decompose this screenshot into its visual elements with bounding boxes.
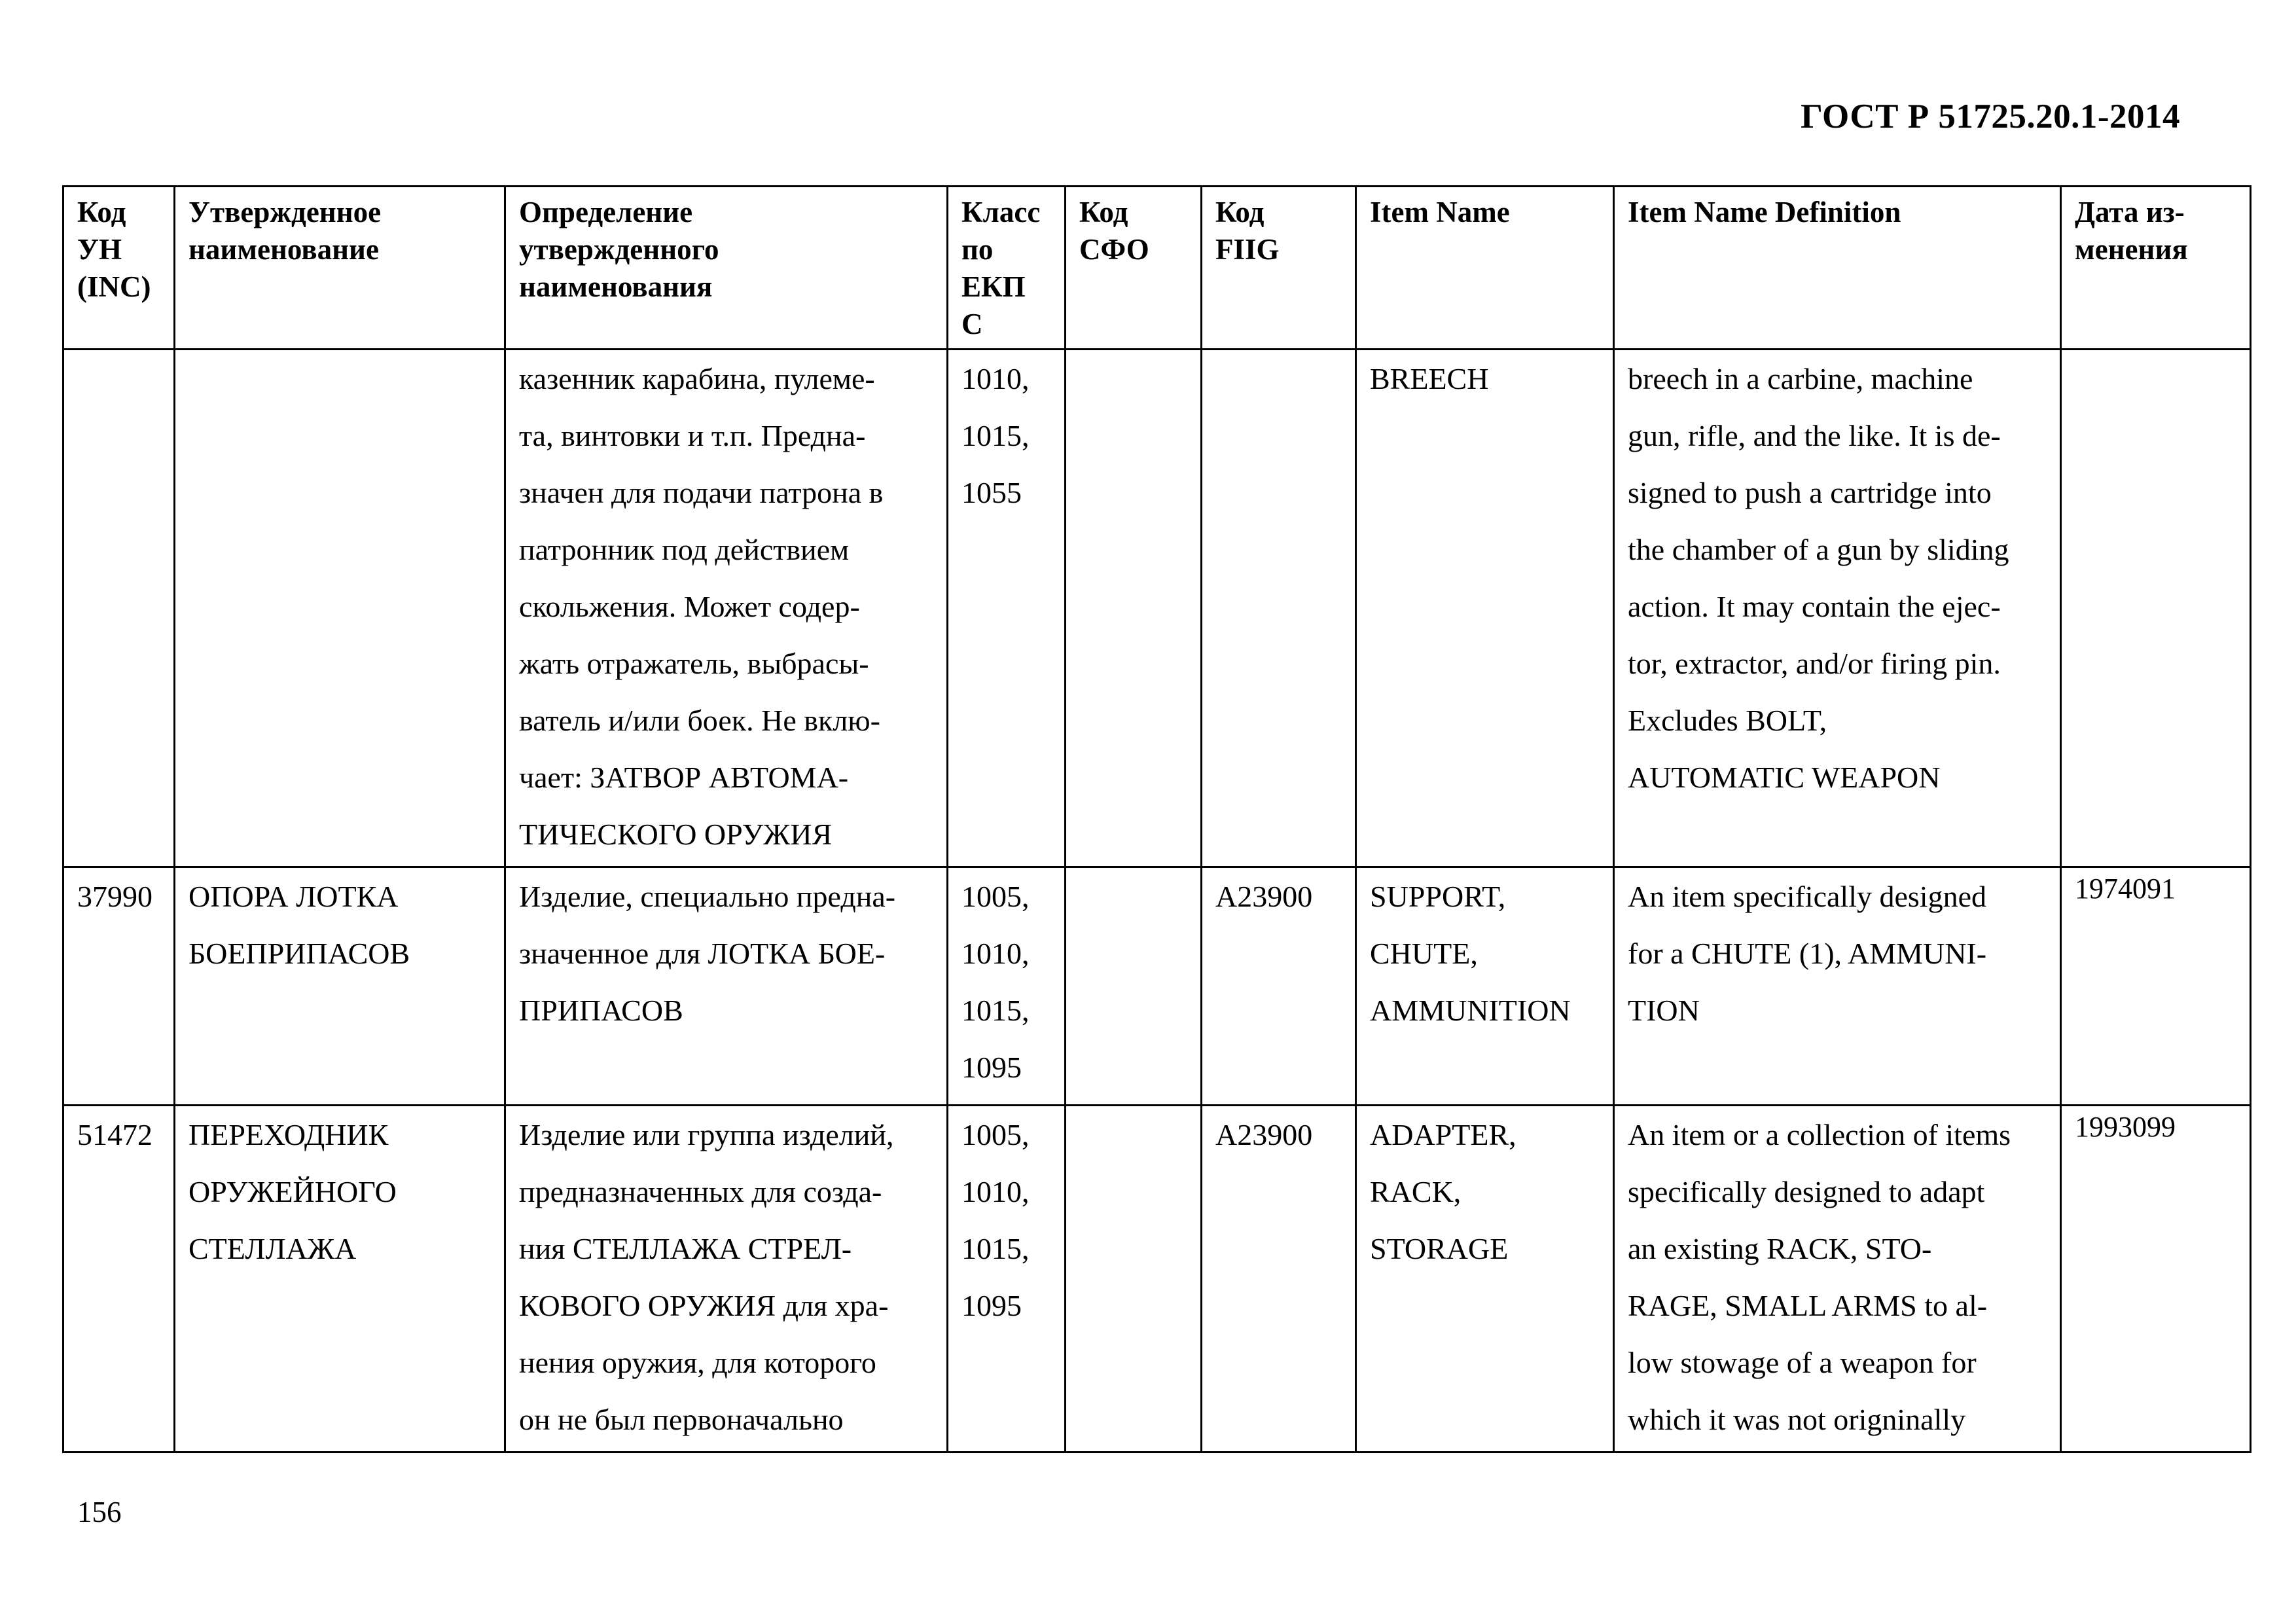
cell-item-name: SUPPORT, CHUTE, AMMUNITION bbox=[1356, 867, 1614, 1106]
cell-approved-name: ПЕРЕХОДНИК ОРУЖЕЙНОГО СТЕЛЛАЖА bbox=[175, 1106, 505, 1453]
table-row bbox=[63, 867, 2251, 1106]
cell-fiig-code: A23900 bbox=[1202, 1106, 1356, 1453]
cell-definition: Изделие или группа изделий, предназначенных для созда- ния СТЕЛЛАЖА СТРЕЛ- КОВОГО ОРУЖИЯ для хра- нения оружия, для которого он не был первоначально bbox=[505, 1106, 948, 1453]
cell-class: 1005, 1010, 1015, 1095 bbox=[948, 867, 1066, 1106]
header-definition: Определение утвержденного наименования bbox=[505, 187, 948, 350]
header-fiig-code: Код FIIG bbox=[1202, 187, 1356, 350]
cell-approved-name bbox=[175, 350, 505, 867]
cell-change-date bbox=[2061, 350, 2251, 867]
cell-approved-name: ОПОРА ЛОТКА БОЕПРИПАСОВ bbox=[175, 867, 505, 1106]
header-sfo-code: Код СФО bbox=[1066, 187, 1202, 350]
cell-inc: 51472 bbox=[63, 1106, 175, 1453]
cell-sfo-code bbox=[1066, 350, 1202, 867]
cell-inc bbox=[63, 350, 175, 867]
cell-definition: Изделие, специально предна- значенное для ЛОТКА БОЕ- ПРИПАСОВ bbox=[505, 867, 948, 1106]
catalog-table bbox=[62, 185, 2251, 1453]
cell-class: 1010, 1015, 1055 bbox=[948, 350, 1066, 867]
cell-item-name-definition: An item specifically designed for a CHUTE (1), AMMUNI- TION bbox=[1614, 867, 2061, 1106]
cell-item-name: BREECH bbox=[1356, 350, 1614, 867]
page-number: 156 bbox=[77, 1496, 122, 1528]
cell-change-date: 1974091 bbox=[2061, 867, 2251, 1106]
cell-class: 1005, 1010, 1015, 1095 bbox=[948, 1106, 1066, 1453]
header-item-name-definition: Item Name Definition bbox=[1614, 187, 2061, 350]
header-class: Класс по ЕКП С bbox=[948, 187, 1066, 350]
cell-sfo-code bbox=[1066, 867, 1202, 1106]
cell-fiig-code: A23900 bbox=[1202, 867, 1356, 1106]
cell-fiig-code bbox=[1202, 350, 1356, 867]
header-item-name: Item Name bbox=[1356, 187, 1614, 350]
cell-item-name-definition: breech in a carbine, machine gun, rifle, and the like. It is de- signed to push a cartridge into the chamber of a gun by sliding action. It may contain the ejec- tor, extractor, and/or firing pin. Excludes BOLT, AUTOMATIC WEAPON bbox=[1614, 350, 2061, 867]
table-row bbox=[63, 350, 2251, 867]
cell-change-date: 1993099 bbox=[2061, 1106, 2251, 1453]
header-inc: Код УН (INC) bbox=[63, 187, 175, 350]
cell-item-name-definition: An item or a collection of items specifically designed to adapt an existing RACK, STO- RAGE, SMALL ARMS to al- low stowage of a weapon for which it was not origninally bbox=[1614, 1106, 2061, 1453]
table-header-row bbox=[63, 187, 2251, 350]
header-approved-name: Утвержденное наименование bbox=[175, 187, 505, 350]
cell-definition: казенник карабина, пулеме- та, винтовки и т.п. Предна- значен для подачи патрона в патронник под действием скольжения. Может содер- жать отражатель, выбрасы- ватель и/или боек. Не вклю- чает: ЗАТВОР АВТОМА- ТИЧЕСКОГО ОРУЖИЯ bbox=[505, 350, 948, 867]
cell-item-name: ADAPTER, RACK, STORAGE bbox=[1356, 1106, 1614, 1453]
cell-sfo-code bbox=[1066, 1106, 1202, 1453]
standard-code: ГОСТ Р 51725.20.1-2014 bbox=[1801, 98, 2180, 135]
header-change-date: Дата из- менения bbox=[2061, 187, 2251, 350]
table-row bbox=[63, 1106, 2251, 1453]
cell-inc: 37990 bbox=[63, 867, 175, 1106]
